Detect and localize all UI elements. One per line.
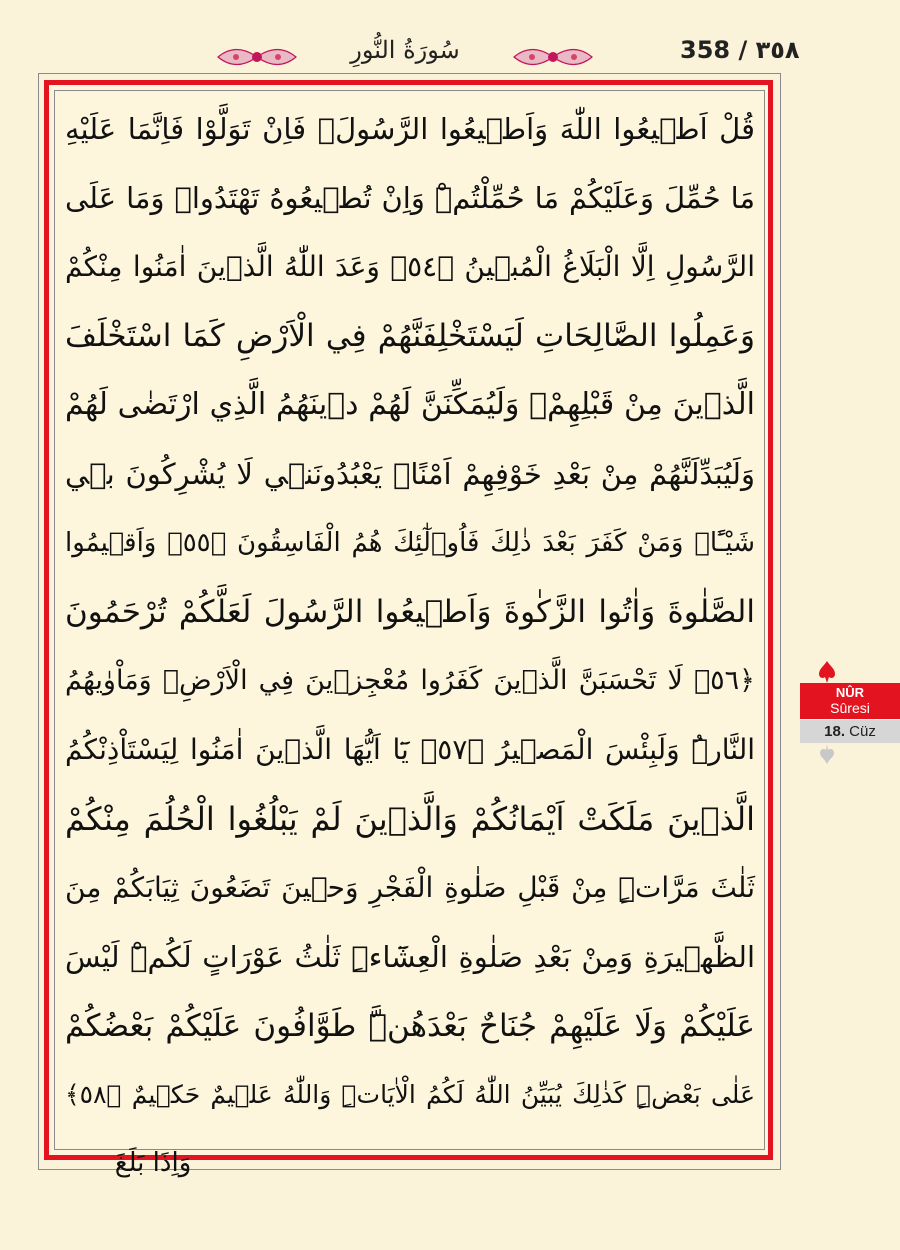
verse-line: شَيْـًٔاۜ وَمَنْ كَفَرَ بَعْدَ ذٰلِكَ فَاُو۬لٰٓئِكَ هُمُ الْفَاسِقُونَ ﴿٥٥﴾ وَاَق۪يمُوا bbox=[65, 528, 755, 558]
fleur-small-icon bbox=[818, 743, 836, 765]
juz-number: 18. bbox=[824, 723, 845, 740]
verse-line: وَعَمِلُوا الصَّالِحَاتِ لَيَسْتَخْلِفَنَّهُمْ فِي الْاَرْضِ كَمَا اسْتَخْلَفَ bbox=[65, 318, 755, 354]
page-header bbox=[0, 0, 900, 72]
verse-line: مَا حُمِّلَ وَعَلَيْكُمْ مَا حُمِّلْتُمْۜ وَاِنْ تُط۪يعُوهُ تَهْتَدُواۜ وَمَا عَلَى bbox=[65, 181, 755, 215]
juz-label: Cüz bbox=[849, 723, 876, 740]
right-ornament-icon bbox=[512, 40, 594, 74]
verse-line: ﴿٥٦﴾ لَا تَحْسَبَنَّ الَّذ۪ينَ كَفَرُوا مُعْجِز۪ينَ فِي الْاَرْضِۚ وَمَاْوٰيهُمُ bbox=[65, 665, 755, 696]
verse-line: الصَّلٰوةَ وَاٰتُوا الزَّكٰوةَ وَاَط۪يعُوا الرَّسُولَ لَعَلَّكُمْ تُرْحَمُونَ bbox=[65, 594, 755, 630]
verse-line: الَّذ۪ينَ مَلَكَتْ اَيْمَانُكُمْ وَالَّذ۪ينَ لَمْ يَبْلُغُوا الْحُلُمَ مِنْكُمْ bbox=[65, 800, 755, 838]
surah-title: سُورَةُ النُّورِ bbox=[350, 36, 460, 64]
surah-tab-label: Sûresi bbox=[830, 700, 870, 716]
catchword: وَاِذَا بَلَغَ bbox=[114, 1148, 192, 1178]
verse-line: عَلَيْكُمْ وَلَا عَلَيْهِمْ جُنَاحٌ بَعْدَهُنَّۜ طَوَّافُونَ عَلَيْكُمْ بَعْضُكُمْ bbox=[65, 1008, 755, 1044]
verse-text-area bbox=[65, 95, 755, 1145]
fleur-icon bbox=[816, 660, 838, 684]
left-ornament-icon bbox=[216, 40, 298, 74]
surah-tab[interactable] bbox=[800, 683, 900, 719]
verse-line: ثَلٰثَ مَرَّاتٍۜ مِنْ قَبْلِ صَلٰوةِ الْفَجْرِ وَح۪ينَ تَضَعُونَ ثِيَابَكُمْ مِنَ bbox=[65, 871, 755, 904]
verse-line: الظَّه۪يرَةِ وَمِنْ بَعْدِ صَلٰوةِ الْعِشَٓاءِۜ ثَلٰثُ عَوْرَاتٍ لَكُمْۜ لَيْسَ bbox=[65, 940, 755, 974]
verse-line: عَلٰى بَعْضٍۜ كَذٰلِكَ يُبَيِّنُ اللّٰهُ لَكُمُ الْاٰيَاتِۜ وَاللّٰهُ عَل۪يمٌ حَك۪يمٌ ﴿٥٨﴾ bbox=[65, 1080, 755, 1109]
verse-line: وَلَيُبَدِّلَنَّهُمْ مِنْ بَعْدِ خَوْفِهِمْ اَمْنًاۜ يَعْبُدُونَن۪ي لَا يُشْرِكُونَ ب۪ي bbox=[65, 457, 755, 491]
verse-line: الَّذ۪ينَ مِنْ قَبْلِهِمْۖ وَلَيُمَكِّنَنَّ لَهُمْ د۪ينَهُمُ الَّذِي ارْتَضٰى لَهُمْ bbox=[65, 387, 755, 422]
surah-tab-name: NÛR bbox=[835, 685, 865, 700]
verse-line: النَّارُۜ وَلَبِئْسَ الْمَص۪يرُ ﴿٥٧﴾ يَٓا اَيُّهَا الَّذ۪ينَ اٰمَنُوا لِيَسْتَاْذِنْكُمُ bbox=[65, 733, 756, 766]
page-number: 358 / ٣٥٨ bbox=[680, 36, 800, 64]
verse-line: الرَّسُولِ اِلَّا الْبَلَاغُ الْمُب۪ينُ ﴿٥٤﴾ وَعَدَ اللّٰهُ الَّذ۪ينَ اٰمَنُوا مِنْكُمْ bbox=[65, 250, 755, 283]
juz-tab[interactable] bbox=[800, 720, 900, 743]
verse-line: قُلْ اَط۪يعُوا اللّٰهَ وَاَط۪يعُوا الرَّسُولَۚ فَاِنْ تَوَلَّوْا فَاِنَّمَا عَلَيْهِ bbox=[65, 112, 755, 146]
